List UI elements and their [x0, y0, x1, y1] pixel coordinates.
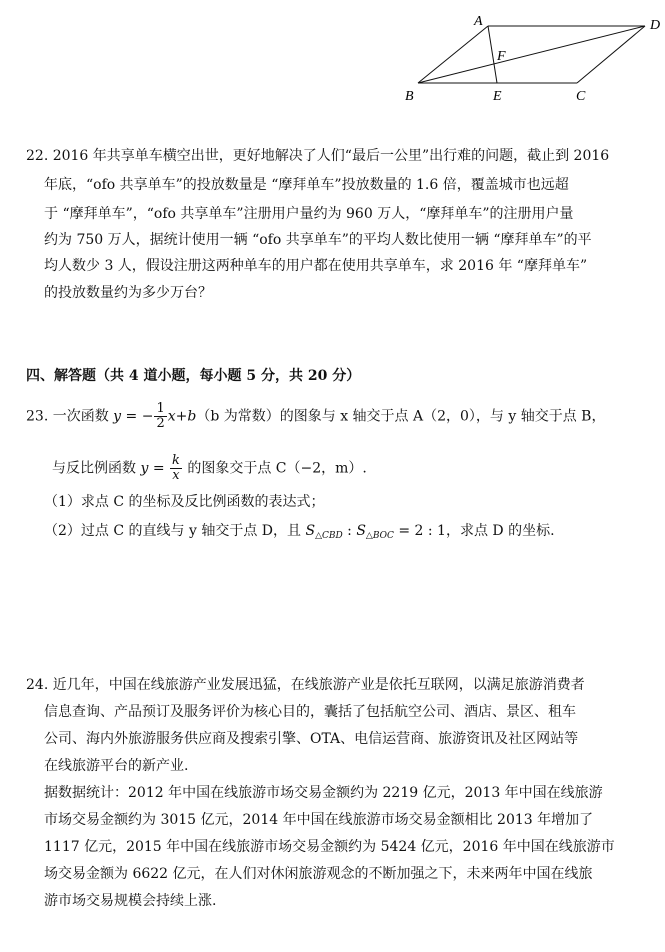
q23-part2-rest: ，求点 D 的坐标.	[445, 523, 555, 539]
q24-line-8: 场交易金额为 6622 亿元，在人们对休闲旅游观念的不断加强之下，未来两年中国在线旅	[44, 866, 593, 882]
q22-line-5: 均人数少 3 人，假设注册这两种单车的用户都在使用共享单车，求 2016 年 “摩拜单车”	[44, 258, 588, 274]
label-a: A	[474, 14, 483, 29]
q24-line-7: 1117 亿元，2015 年中国在线旅游市场交易金额约为 5424 亿元，2016 年中国在线旅游市	[44, 839, 615, 855]
q24-line-1: 24. 近几年，中国在线旅游产业发展迅猛，在线旅游产业是依托互联网，以满足旅游消费者	[26, 677, 585, 693]
area-s1-subscript: △CBD	[315, 531, 343, 541]
q22-line-4: 约为 750 万人，据统计使用一辆 “ofo 共享单车”的平均人数比使用一辆 “摩拜单车”的平	[44, 232, 592, 248]
q23-eq-minus: = −	[121, 408, 154, 425]
q23-part2-intro: （2）过点 C 的直线与 y 轴交于点 D，且	[44, 523, 306, 539]
q23-line2-rest: 的图象交于点 C（−2，m）.	[182, 460, 367, 477]
q24-line-2: 信息查询、产品预订及服务评价为核心目的，囊括了包括航空公司、酒店、景区、租车	[44, 704, 576, 720]
label-f: F	[497, 49, 506, 64]
q24-line-3: 公司、海内外旅游服务供应商及搜索引擎、OTA、电信运营商、旅游资讯及社区网站等	[44, 731, 579, 747]
q23-colon: :	[342, 523, 357, 539]
frac2-denominator: x	[172, 468, 180, 483]
q23-line-1	[26, 402, 605, 431]
q24-line-5: 据数据统计：2012 年中国在线旅游市场交易金额约为 2219 亿元，2013 年中国在线旅游	[44, 785, 603, 801]
q23-ratio: = 2 : 1	[393, 523, 446, 539]
segment-ae	[488, 26, 497, 83]
q23-y: y	[113, 408, 122, 425]
q23-x-plus-b: x+b	[167, 408, 197, 425]
q24-line-6: 市场交易金额约为 3015 亿元，2014 年中国在线旅游市场交易金额相比 2013 年增加了	[44, 812, 594, 828]
section-4-title: 四、解答题（共 4 道小题，每小题 5 分，共 20 分）	[26, 368, 361, 384]
label-b: B	[405, 89, 414, 104]
q24-line-9: 游市场交易规模会持续上涨.	[44, 893, 217, 909]
frac1-denominator: 2	[156, 416, 165, 431]
label-c: C	[576, 89, 586, 104]
q22-line-6: 的投放数量约为多少万台？	[44, 285, 212, 301]
area-s1: S	[305, 523, 316, 539]
q23-part-1: （1）求点 C 的坐标及反比例函数的表达式；	[44, 494, 325, 510]
frac2-numerator: k	[172, 453, 180, 468]
area-s2: S	[356, 523, 366, 539]
q23-intro: 23. 一次函数	[26, 408, 114, 425]
q23-part-2	[44, 521, 555, 546]
q23-line1-rest: （b 为常数）的图象与 x 轴交于点 A（2，0），与 y 轴交于点 B，	[196, 408, 606, 425]
label-d: D	[650, 18, 661, 33]
fraction-one-half	[154, 402, 166, 431]
q22-line-3: 于 “摩拜单车”，“ofo 共享单车”注册用户量约为 960 万人，“摩拜单车”的注册用户量	[44, 206, 574, 222]
q24-line-4: 在线旅游平台的新产业.	[44, 758, 189, 774]
frac1-numerator: 1	[156, 401, 165, 416]
area-s2-subscript: △BOC	[365, 531, 394, 541]
q23-y2: y	[140, 460, 149, 477]
q22-line-2: 年底，“ofo 共享单车”的投放数量是 “摩拜单车”投放数量的 1.6 倍，覆盖城市也远超	[44, 177, 569, 193]
label-e: E	[493, 89, 502, 104]
q22-line-1: 22. 2016 年共享单车横空出世，更好地解决了人们“最后一公里”出行难的问题，截止到 2016	[26, 148, 610, 164]
q23-line2-intro: 与反比例函数	[52, 460, 141, 477]
q23-eq: =	[148, 460, 170, 477]
parallelogram-figure	[400, 10, 665, 110]
fraction-k-over-x	[170, 454, 182, 483]
q23-line-2	[52, 454, 367, 483]
